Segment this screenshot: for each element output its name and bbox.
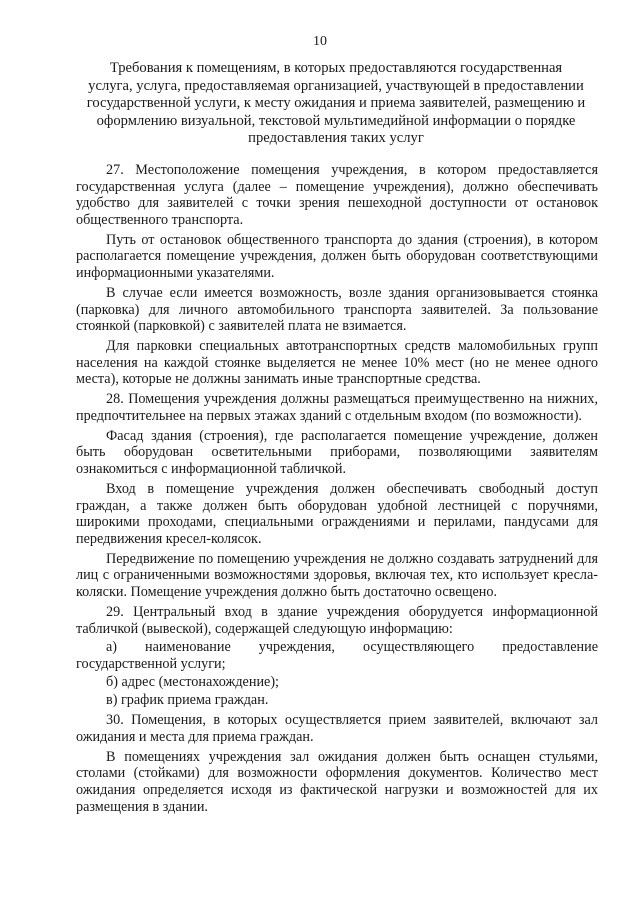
paragraph: В помещениях учреждения зал ожидания должен быть оснащен стульями, столами (стойками) для возможности оформления документов. Количество мест ожидания определяется исходя из фактической нагрузки и возможностей для их размещения в здании. <box>76 748 598 815</box>
paragraph-27: 27. Местоположение помещения учреждения, в котором предоставляется государственная услуга (далее – помещение учреждения), должно обеспечивать удобство для заявителей с точки зрения пешеходной доступности от остановок общественного транспорта. <box>76 162 598 228</box>
title-line: Требования к помещениям, в которых предоставляются государственная <box>109 60 563 76</box>
title-line: оформлению визуальной, текстовой мультимедийной информации о порядке <box>96 112 576 129</box>
paragraph-30: 30. Помещения, в которых осуществляется прием заявителей, включают зал ожидания и места для приема граждан. <box>76 712 598 745</box>
paragraph-28: 28. Помещения учреждения должны размещаться преимущественно на нижних, предпочтительнее на первых этажах зданий с отдельным входом (по возможности). <box>76 391 598 424</box>
list-item-a: а) наименование учреждения, осуществляющего предоставление государственной услуги; <box>76 638 598 672</box>
document-body <box>76 162 598 819</box>
paragraph-29: 29. Центральный вход в здание учреждения оборудуется информационной табличкой (вывеской), содержащей следующую информацию: <box>76 603 598 637</box>
paragraph: Фасад здания (строения), где располагается помещение учреждение, должен быть оборудован осветительными приборами, позволяющими заявителям ознакомиться с информационной табличкой. <box>76 427 598 478</box>
paragraph: Передвижение по помещению учреждения не должно создавать затруднений для лиц с ограниченными возможностями здоровья, включая тех, кто использует кресла-коляски. Помещение учреждения должно быть достаточно освещено. <box>76 550 598 600</box>
page-number: 10 <box>313 34 327 49</box>
paragraph: Для парковки специальных автотранспортных средств маломобильных групп населения на каждой стоянке выделяется не менее 10% мест (но не менее одного места), которые не должны занимать иные транспортные средства. <box>76 338 598 388</box>
title-line: услуга, услуга, предоставляемая организацией, участвующей в предоставлении <box>88 77 584 94</box>
title-line: предоставления таких услуг <box>248 130 424 147</box>
paragraph: В случае если имеется возможность, возле здания организовывается стоянка (парковка) для личного автомобильного транспорта заявителей. За пользование стоянкой (парковкой) с заявителей плата не взимается. <box>76 284 598 335</box>
title-line: государственной услуги, к месту ожидания и приема заявителей, размещению и <box>86 95 586 112</box>
paragraph: Путь от остановок общественного транспорта до здания (строения), в котором располагается помещение учреждения, должен быть оборудован соответствующими информационными указателями. <box>76 231 598 281</box>
section-title <box>66 60 606 148</box>
list-item-c: в) график приема граждан. <box>106 692 269 709</box>
list-item-b: б) адрес (местонахождение); <box>106 673 279 690</box>
paragraph: Вход в помещение учреждения должен обеспечивать свободный доступ граждан, а также должен быть оборудован удобной лестницей с поручнями, широкими проходами, специальными ограждениями и перилами, пандусами для передвижения кресел-колясок. <box>76 481 598 547</box>
